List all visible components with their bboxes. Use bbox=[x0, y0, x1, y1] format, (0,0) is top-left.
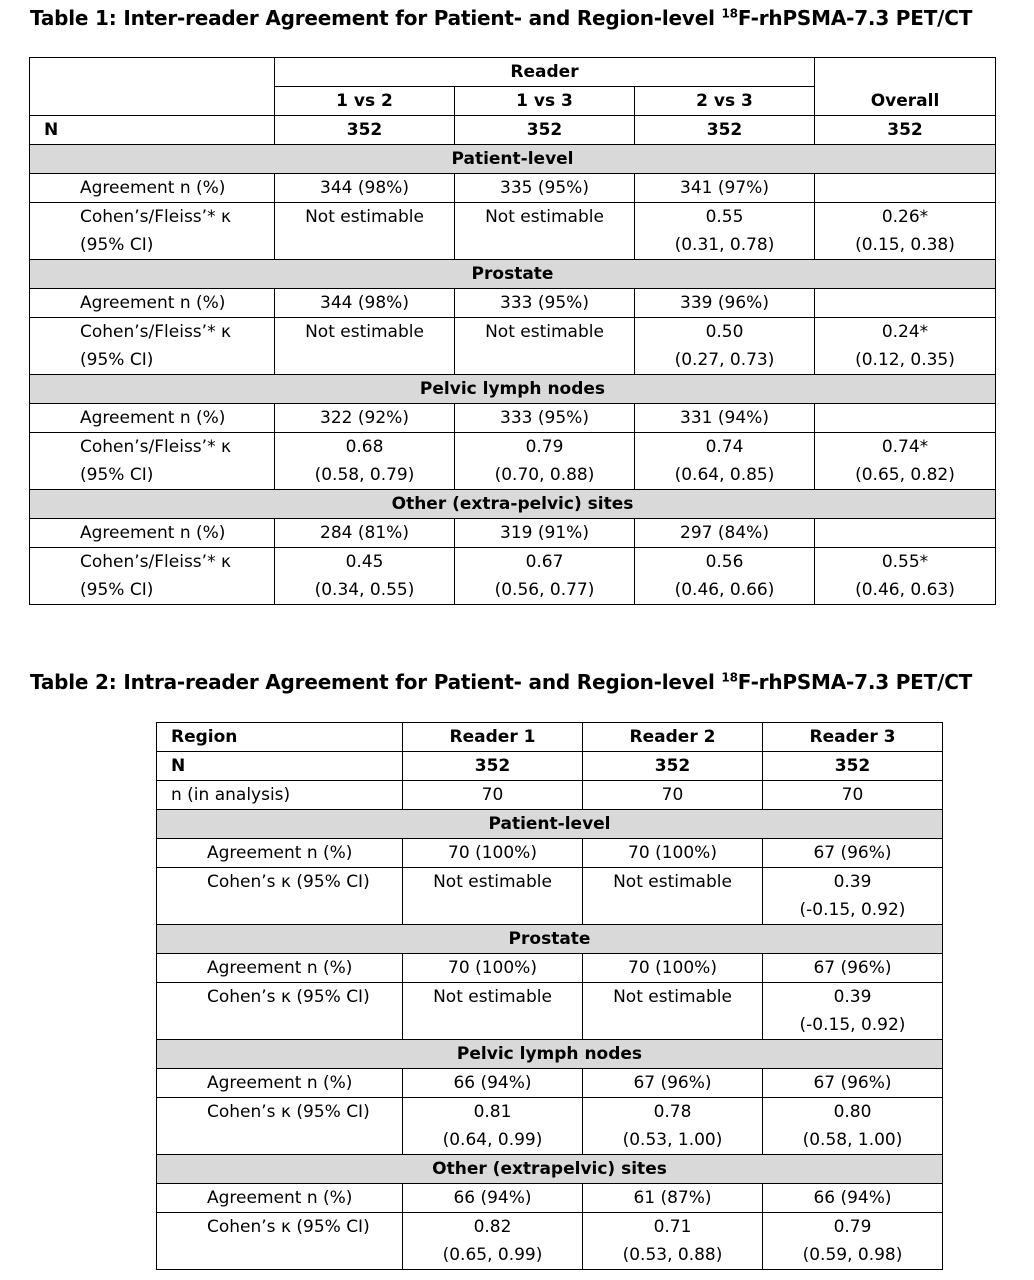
kappa-estimate: Not estimable bbox=[433, 987, 552, 1007]
table1-cell bbox=[635, 203, 815, 260]
kappa-estimate: Not estimable bbox=[485, 207, 604, 227]
table2-row-label: n (in analysis) bbox=[157, 781, 403, 810]
table1-col-header: Overall bbox=[815, 87, 996, 116]
table2-cell bbox=[583, 868, 763, 925]
table1-col-header: 1 vs 3 bbox=[455, 87, 635, 116]
table2-title-suffix: F-rhPSMA-7.3 PET/CT bbox=[737, 670, 973, 694]
kappa-ci: (-0.15, 0.92) bbox=[799, 900, 906, 920]
table1-row-label bbox=[30, 318, 275, 375]
table1-cell bbox=[815, 174, 996, 203]
table1-cell: 352 bbox=[455, 116, 635, 145]
table1-cell: 352 bbox=[275, 116, 455, 145]
table1-corner-cell-lower bbox=[30, 87, 275, 116]
kappa-ci: (0.27, 0.73) bbox=[674, 350, 775, 370]
table2-cell: 66 (94%) bbox=[763, 1184, 943, 1213]
table1-n-row bbox=[30, 116, 996, 145]
table2-cell: 67 (96%) bbox=[763, 1069, 943, 1098]
table2-row-label: Agreement n (%) bbox=[157, 1069, 403, 1098]
table2-row-label: N bbox=[157, 752, 403, 781]
table1-title bbox=[30, 6, 972, 30]
table1-kappa-row bbox=[30, 433, 996, 490]
table1-kappa-row bbox=[30, 548, 996, 605]
table2-row-label: Cohen’s κ (95% CI) bbox=[157, 1213, 403, 1270]
table1-cell bbox=[635, 433, 815, 490]
table1-kappa-row bbox=[30, 203, 996, 260]
table1-cell bbox=[275, 203, 455, 260]
table2-column-header-row bbox=[157, 723, 943, 752]
kappa-estimate: 0.74 bbox=[705, 437, 744, 457]
table2-cell: 67 (96%) bbox=[583, 1069, 763, 1098]
table1-cell bbox=[455, 318, 635, 375]
table2-cell: 67 (96%) bbox=[763, 839, 943, 868]
table2-cell bbox=[403, 1098, 583, 1155]
table2-section-header: Pelvic lymph nodes bbox=[157, 1040, 943, 1069]
intra-reader-table bbox=[156, 722, 943, 1270]
table1-section-row bbox=[30, 375, 996, 404]
table2-col-header: Reader 2 bbox=[583, 723, 763, 752]
table1-cell bbox=[455, 548, 635, 605]
table2-title-sup: 18 bbox=[721, 670, 738, 685]
table1-cell bbox=[815, 433, 996, 490]
table1-row-label bbox=[30, 203, 275, 260]
table2-col-header: Region bbox=[157, 723, 403, 752]
table2-col-header: Reader 1 bbox=[403, 723, 583, 752]
kappa-ci: (0.15, 0.38) bbox=[855, 235, 955, 255]
table1-cell: 319 (91%) bbox=[455, 519, 635, 548]
kappa-estimate: 0.39 bbox=[833, 872, 872, 892]
table1-agreement-row bbox=[30, 519, 996, 548]
table1-section-row bbox=[30, 490, 996, 519]
table1-corner-cell bbox=[30, 58, 275, 87]
kappa-ci: (0.70, 0.88) bbox=[494, 465, 595, 485]
table1-title-text: Table 1: Inter-reader Agreement for Patient- and Region-level bbox=[30, 6, 722, 30]
table2-cell: 352 bbox=[583, 752, 763, 781]
kappa-ci: (0.64, 0.99) bbox=[442, 1130, 543, 1150]
table1-cell: 335 (95%) bbox=[455, 174, 635, 203]
table2-agreement-row bbox=[157, 954, 943, 983]
table2-section-row bbox=[157, 1040, 943, 1069]
table1-title-sup: 18 bbox=[721, 6, 738, 21]
table2-cell: 67 (96%) bbox=[763, 954, 943, 983]
table2-cell: 70 (100%) bbox=[403, 954, 583, 983]
kappa-estimate: 0.67 bbox=[525, 552, 564, 572]
table1-cell: 339 (96%) bbox=[635, 289, 815, 318]
kappa-ci bbox=[455, 231, 634, 259]
table2-section-row bbox=[157, 810, 943, 839]
table2-cell: 61 (87%) bbox=[583, 1184, 763, 1213]
kappa-ci: (0.53, 0.88) bbox=[622, 1245, 723, 1265]
table1-row-label bbox=[30, 433, 275, 490]
table1-row-label: Agreement n (%) bbox=[30, 404, 275, 433]
table2-cell: 70 (100%) bbox=[583, 954, 763, 983]
table1-title-suffix: F-rhPSMA-7.3 PET/CT bbox=[737, 6, 973, 30]
table2-cell bbox=[763, 868, 943, 925]
kappa-ci: (0.56, 0.77) bbox=[494, 580, 595, 600]
table1-row-label bbox=[30, 548, 275, 605]
table2-cell bbox=[763, 1213, 943, 1270]
table2-section-header: Other (extrapelvic) sites bbox=[157, 1155, 943, 1184]
kappa-estimate: 0.24* bbox=[881, 322, 929, 342]
table2-agreement-row bbox=[157, 839, 943, 868]
table2-section-header: Prostate bbox=[157, 925, 943, 954]
table2-kappa-row bbox=[157, 983, 943, 1040]
kappa-ci: (0.58, 1.00) bbox=[802, 1130, 903, 1150]
kappa-estimate: 0.50 bbox=[705, 322, 744, 342]
table1-cell: 344 (98%) bbox=[275, 289, 455, 318]
table2-row-label: Cohen’s κ (95% CI) bbox=[157, 983, 403, 1040]
table1-cell bbox=[455, 433, 635, 490]
table2-cell bbox=[403, 1213, 583, 1270]
kappa-label: Cohen’s/Fleiss’* κ bbox=[80, 322, 231, 342]
kappa-ci: (0.53, 1.00) bbox=[622, 1130, 723, 1150]
table2-cell: 70 bbox=[403, 781, 583, 810]
table1-row-label: Agreement n (%) bbox=[30, 174, 275, 203]
kappa-ci: (0.34, 0.55) bbox=[314, 580, 415, 600]
table2-kappa-row bbox=[157, 1213, 943, 1270]
table1-row-label: N bbox=[30, 116, 275, 145]
table2-cell bbox=[583, 983, 763, 1040]
kappa-ci bbox=[403, 896, 582, 924]
table1-cell bbox=[635, 548, 815, 605]
kappa-estimate: 0.55* bbox=[881, 552, 929, 572]
table1-section-header: Patient-level bbox=[30, 145, 996, 174]
kappa-ci bbox=[275, 231, 454, 259]
table1-cell: 352 bbox=[815, 116, 996, 145]
table2-cell: 70 bbox=[583, 781, 763, 810]
kappa-estimate: 0.78 bbox=[653, 1102, 692, 1122]
table2-title-text: Table 2: Intra-reader Agreement for Patient- and Region-level bbox=[30, 670, 722, 694]
inter-reader-table bbox=[29, 57, 996, 605]
kappa-ci: (-0.15, 0.92) bbox=[799, 1015, 906, 1035]
kappa-estimate: Not estimable bbox=[613, 872, 732, 892]
table1-row-label: Agreement n (%) bbox=[30, 289, 275, 318]
table1-cell: 344 (98%) bbox=[275, 174, 455, 203]
table1-cell: 341 (97%) bbox=[635, 174, 815, 203]
kappa-ci bbox=[583, 896, 762, 924]
table1-cell: 352 bbox=[635, 116, 815, 145]
kappa-estimate: 0.68 bbox=[345, 437, 384, 457]
table2-title bbox=[30, 670, 972, 694]
table1-cell bbox=[815, 519, 996, 548]
table2-cell bbox=[583, 1213, 763, 1270]
table2-cell bbox=[763, 1098, 943, 1155]
table1-cell bbox=[815, 404, 996, 433]
table1-cell: 284 (81%) bbox=[275, 519, 455, 548]
table1-cell: 297 (84%) bbox=[635, 519, 815, 548]
kappa-ci bbox=[583, 1011, 762, 1039]
table2-row-label: Cohen’s κ (95% CI) bbox=[157, 868, 403, 925]
kappa-estimate: Not estimable bbox=[305, 322, 424, 342]
kappa-ci-label: (95% CI) bbox=[80, 580, 154, 600]
kappa-label: Cohen’s/Fleiss’* κ bbox=[80, 437, 231, 457]
table1-kappa-row bbox=[30, 318, 996, 375]
table2-n-row bbox=[157, 752, 943, 781]
kappa-estimate: 0.45 bbox=[345, 552, 384, 572]
table1-cell bbox=[815, 289, 996, 318]
table1-column-header-row bbox=[30, 87, 996, 116]
table2-cell bbox=[583, 1098, 763, 1155]
kappa-estimate: 0.39 bbox=[833, 987, 872, 1007]
kappa-ci: (0.65, 0.99) bbox=[442, 1245, 543, 1265]
table1-agreement-row bbox=[30, 404, 996, 433]
table1-agreement-row bbox=[30, 174, 996, 203]
kappa-ci: (0.59, 0.98) bbox=[802, 1245, 903, 1265]
kappa-ci bbox=[455, 346, 634, 374]
table1-agreement-row bbox=[30, 289, 996, 318]
kappa-ci: (0.46, 0.66) bbox=[674, 580, 775, 600]
table2-cell: 66 (94%) bbox=[403, 1184, 583, 1213]
kappa-estimate: Not estimable bbox=[305, 207, 424, 227]
table1-col-header: 2 vs 3 bbox=[635, 87, 815, 116]
kappa-ci: (0.12, 0.35) bbox=[855, 350, 955, 370]
kappa-ci-label: (95% CI) bbox=[80, 350, 154, 370]
kappa-ci: (0.58, 0.79) bbox=[314, 465, 415, 485]
kappa-ci: (0.46, 0.63) bbox=[855, 580, 955, 600]
table2-cell: 66 (94%) bbox=[403, 1069, 583, 1098]
kappa-ci bbox=[275, 346, 454, 374]
table2-col-header: Reader 3 bbox=[763, 723, 943, 752]
table1-section-row bbox=[30, 145, 996, 174]
table2-cell bbox=[763, 983, 943, 1040]
kappa-estimate: 0.79 bbox=[525, 437, 564, 457]
table2-kappa-row bbox=[157, 868, 943, 925]
kappa-estimate: 0.80 bbox=[833, 1102, 872, 1122]
table1-cell bbox=[815, 548, 996, 605]
table1-cell bbox=[275, 433, 455, 490]
table1-cell bbox=[815, 318, 996, 375]
table2-row-label: Agreement n (%) bbox=[157, 1184, 403, 1213]
kappa-ci: (0.65, 0.82) bbox=[855, 465, 955, 485]
table2-cell: 352 bbox=[403, 752, 583, 781]
table2-row-label: Cohen’s κ (95% CI) bbox=[157, 1098, 403, 1155]
kappa-estimate: 0.81 bbox=[473, 1102, 512, 1122]
kappa-estimate: 0.71 bbox=[653, 1217, 692, 1237]
table2-cell: 70 (100%) bbox=[403, 839, 583, 868]
table1-group-header-row bbox=[30, 58, 996, 87]
table1-cell bbox=[455, 203, 635, 260]
table1-col-header: 1 vs 2 bbox=[275, 87, 455, 116]
table1-section-header: Pelvic lymph nodes bbox=[30, 375, 996, 404]
kappa-estimate: 0.26* bbox=[881, 207, 929, 227]
table2-agreement-row bbox=[157, 1069, 943, 1098]
kappa-label: Cohen’s/Fleiss’* κ bbox=[80, 552, 231, 572]
table1-cell bbox=[635, 318, 815, 375]
table2-n-analysis-row bbox=[157, 781, 943, 810]
table2-cell bbox=[403, 868, 583, 925]
table1-reader-header: Reader bbox=[275, 58, 815, 87]
table2-cell: 70 bbox=[763, 781, 943, 810]
kappa-estimate: Not estimable bbox=[613, 987, 732, 1007]
table1-blank-header bbox=[815, 58, 996, 87]
table2-section-header: Patient-level bbox=[157, 810, 943, 839]
table2-row-label: Agreement n (%) bbox=[157, 839, 403, 868]
kappa-label: Cohen’s/Fleiss’* κ bbox=[80, 207, 231, 227]
table1-row-label: Agreement n (%) bbox=[30, 519, 275, 548]
table2-kappa-row bbox=[157, 1098, 943, 1155]
table1-cell: 331 (94%) bbox=[635, 404, 815, 433]
kappa-estimate: 0.74* bbox=[881, 437, 929, 457]
kappa-ci: (0.64, 0.85) bbox=[674, 465, 775, 485]
table1-cell bbox=[275, 548, 455, 605]
kappa-ci-label: (95% CI) bbox=[80, 235, 154, 255]
table2-cell: 70 (100%) bbox=[583, 839, 763, 868]
kappa-estimate: Not estimable bbox=[433, 872, 552, 892]
table2-row-label: Agreement n (%) bbox=[157, 954, 403, 983]
table2-section-row bbox=[157, 925, 943, 954]
kappa-ci-label: (95% CI) bbox=[80, 465, 154, 485]
kappa-estimate: 0.79 bbox=[833, 1217, 872, 1237]
table1-cell bbox=[275, 318, 455, 375]
table1-cell bbox=[815, 203, 996, 260]
kappa-estimate: 0.56 bbox=[705, 552, 744, 572]
table2-section-row bbox=[157, 1155, 943, 1184]
table1-section-header: Other (extra-pelvic) sites bbox=[30, 490, 996, 519]
kappa-ci bbox=[403, 1011, 582, 1039]
table1-cell: 322 (92%) bbox=[275, 404, 455, 433]
kappa-estimate: 0.82 bbox=[473, 1217, 512, 1237]
table2-cell bbox=[403, 983, 583, 1040]
table2-agreement-row bbox=[157, 1184, 943, 1213]
table1-section-row bbox=[30, 260, 996, 289]
kappa-ci: (0.31, 0.78) bbox=[674, 235, 775, 255]
table2-cell: 352 bbox=[763, 752, 943, 781]
kappa-estimate: 0.55 bbox=[705, 207, 744, 227]
kappa-estimate: Not estimable bbox=[485, 322, 604, 342]
table1-cell: 333 (95%) bbox=[455, 404, 635, 433]
table1-cell: 333 (95%) bbox=[455, 289, 635, 318]
table1-section-header: Prostate bbox=[30, 260, 996, 289]
